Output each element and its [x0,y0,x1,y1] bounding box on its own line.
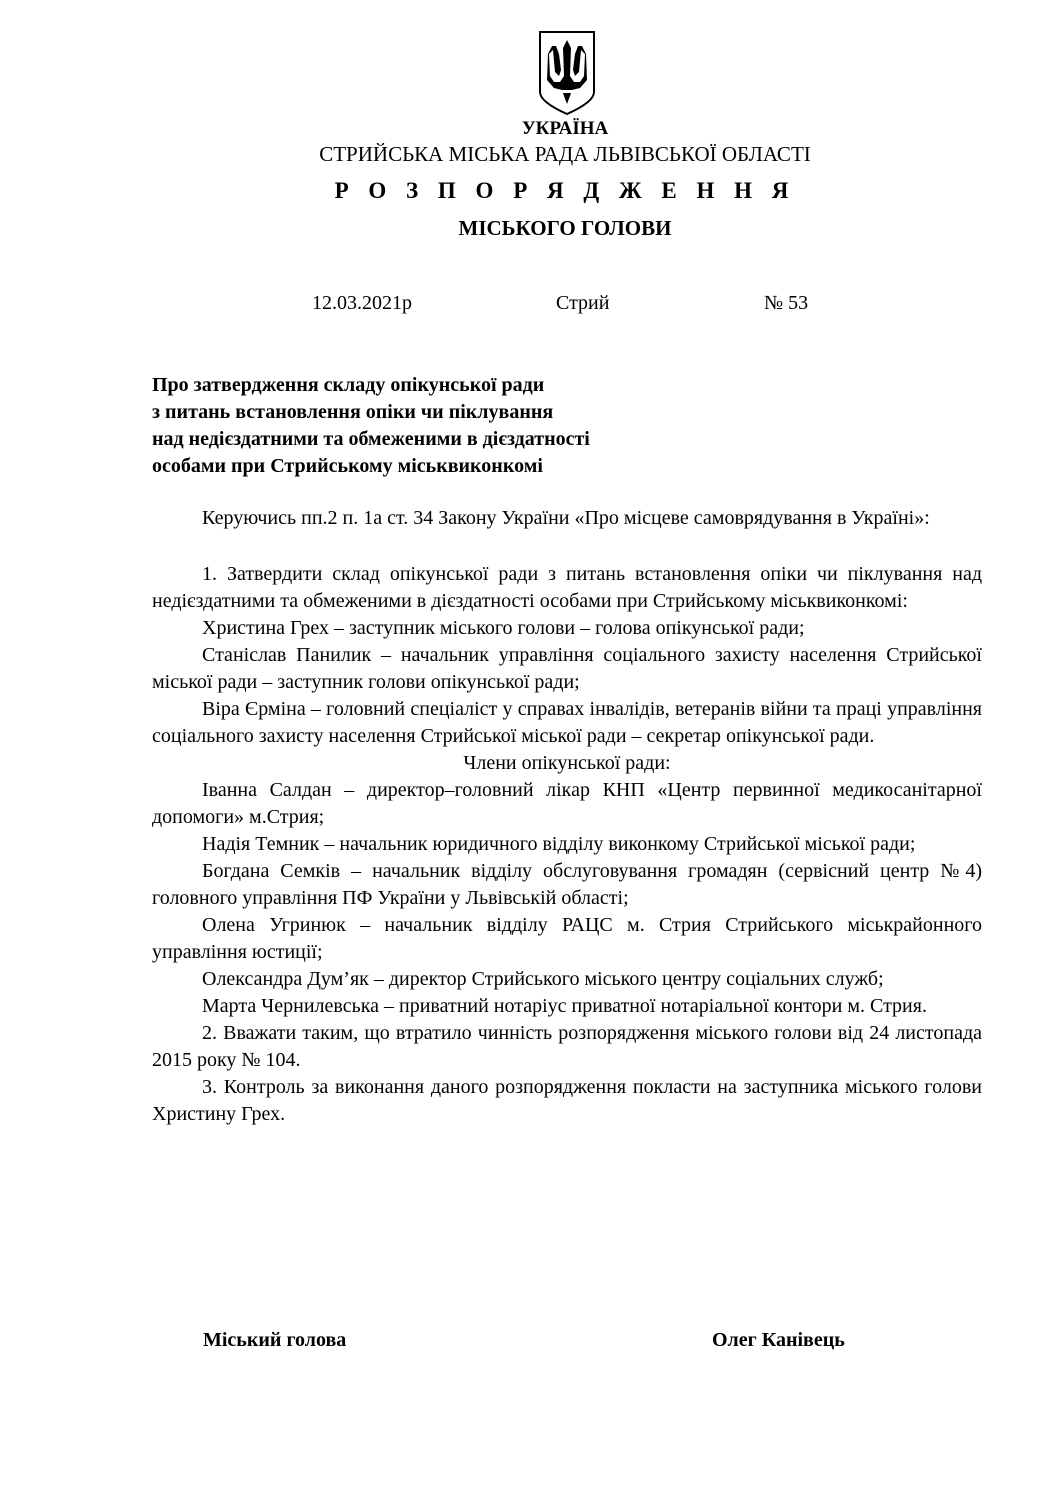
leader-entry: Станіслав Панилик – начальник управління соціального захисту населення Стрийської міської ради – заступник голови опікунської ради; [152,644,982,693]
item-1-paragraph: 1. Затвердити склад опікунської ради з питань встановлення опіки чи піклування над недієздатними та обмеженими в дієздатності особами при Стрийському міськвиконкомі: [152,563,982,612]
document-subject [152,372,590,480]
signatory-name: Олег Канівець [712,1329,845,1351]
member-entry: Марта Чернилевська – приватний нотаріус приватної нотаріальної контори м. Стрия. [202,995,927,1017]
leader-entry: Віра Єрміна – головний спеціаліст у справах інвалідів, ветеранів війни та праці управління соціального захисту населення Стрийської міської ради – секретар опікунської ради. [152,698,982,747]
member-entry: Богдана Семків – начальник відділу обслуговування громадян (сервісний центр №4) головного управління ПФ України у Львівській області; [152,860,982,909]
members-heading: Члени опікунської ради: [463,752,671,774]
document-type-title: Р О З П О Р Я Д Ж Е Н Н Я [334,178,796,203]
item-2-paragraph: 2. Вважати таким, що втратило чинність розпорядження міського голови від 24 листопада 2015 року № 104. [152,1022,982,1071]
document-place: Стрий [556,292,610,314]
member-entry: Олександра Дум’як – директор Стрийського міського центру соціальних служб; [202,968,884,990]
country-heading: УКРАЇНА [521,118,609,139]
document-number: № 53 [764,292,809,314]
preamble-paragraph: Керуючись пп.2 п. 1а ст. 34 Закону України «Про місцеве самоврядування в Україні»: [202,507,930,529]
item-3-paragraph: 3. Контроль за виконання даного розпорядження покласти на заступника міського голови Христину Грех. [152,1076,982,1125]
document-date: 12.03.2021р [312,292,412,314]
document-body [152,505,982,1128]
leader-entry: Христина Грех – заступник міського голови – голова опікунської ради; [202,617,805,639]
ukraine-trident-emblem-icon [538,30,596,116]
council-heading: СТРИЙСЬКА МІСЬКА РАДА ЛЬВІВСЬКОЇ ОБЛАСТІ [319,142,811,166]
subject-line: над недієздатними та обмеженими в дієздатності [152,428,590,450]
subject-line: особами при Стрийському міськвиконкомі [152,455,543,477]
subject-line: Про затвердження складу опікунської ради [152,374,545,396]
member-entry: Надія Темник – начальник юридичного відділу виконкому Стрийської міської ради; [202,833,916,855]
document-subtitle: МІСЬКОГО ГОЛОВИ [458,216,672,240]
signatory-position: Міський голова [203,1329,347,1351]
member-entry: Іванна Салдан – директор–головний лікар КНП «Центр первинної медикосанітарної допомоги» м.Стрия; [152,779,982,828]
member-entry: Олена Угринюк – начальник відділу РАЦС м. Стрия Стрийського міськрайонного управління юстиції; [152,914,982,963]
subject-line: з питань встановлення опіки чи піклування [152,401,554,423]
